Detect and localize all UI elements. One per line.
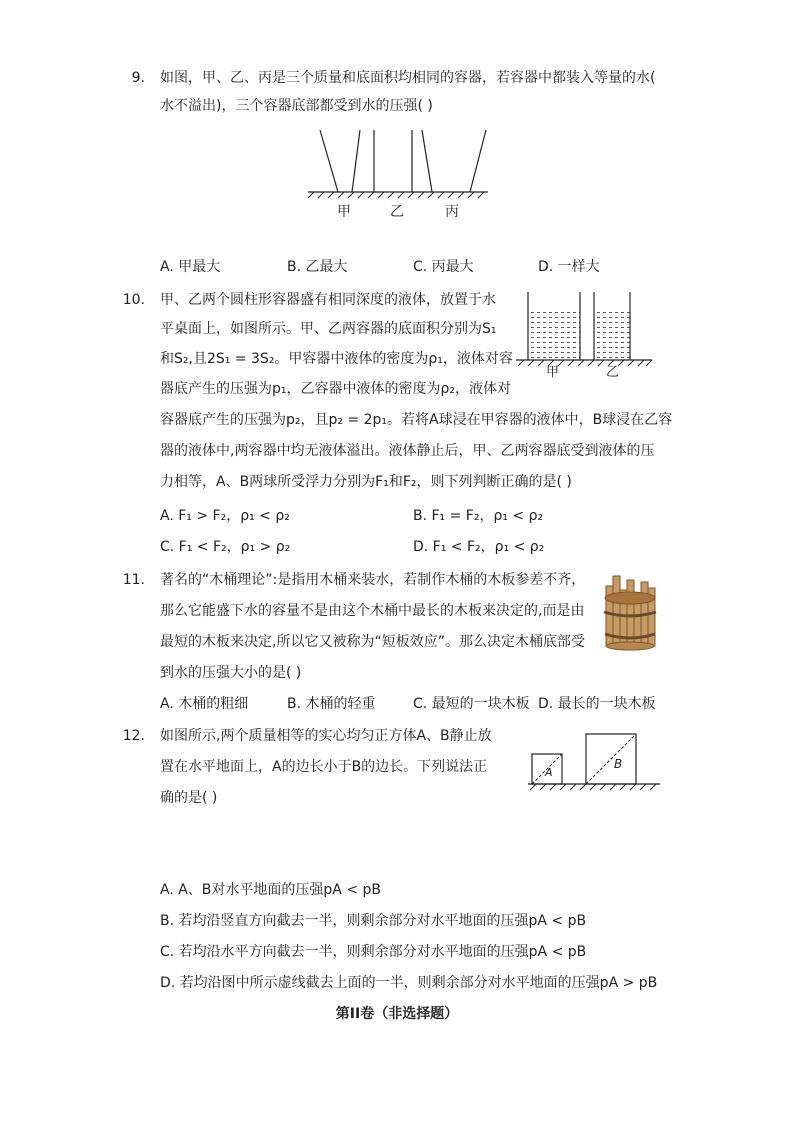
figure-label: 乙 [390,204,404,220]
question-text: 平桌面上，如图所示。甲、乙两容器的底面积分别为S₁ [160,321,497,337]
question-text: 到水的压强大小的是( ) [160,665,302,681]
question-text: 容器底产生的压强为p₂，且p₂ = 2p₁。若将A球浸在甲容器的液体中，B球浸在乙容 [160,412,673,428]
question-text: 水不溢出)，三个容器底部都受到水的压强( ) [160,98,433,114]
question-number: 11. [122,572,145,588]
question-number: 10. [122,292,145,308]
option-d: D. 若均沿图中所示虚线截去上面的一半，则剩余部分对水平地面的压强pA > pB [160,975,658,991]
figure-label: A [545,766,553,779]
question-text: 置在水平地面上，A的边长小于B的边长。下列说法正 [160,759,488,775]
wooden-bucket-image [598,572,662,652]
option-c: C. 若均沿水平方向截去一半，则剩余部分对水平地面的压强pA < pB [160,944,587,960]
containers-figure [300,124,500,224]
option-d: D. 最长的一块木板 [538,696,656,712]
question-text: 确的是( ) [160,790,218,806]
figure-label: 丙 [445,204,459,220]
question-text: 那么它能盛下水的容量不是由这个木桶中最长的木板来决定的,而是由 [160,603,585,619]
cylinders-figure [512,290,662,380]
question-number: 9. [131,70,145,86]
question-text: 力相等，A、B两球所受浮力分别为F₁和F₂，则下列判断正确的是( ) [160,474,572,490]
figure-label: 甲 [337,204,351,220]
option-c: C. 丙最大 [413,259,474,275]
option-a: A. 甲最大 [160,259,221,275]
option-a: A. A、B对水平地面的压强pA < pB [160,882,381,898]
option-d: D. F₁ < F₂，ρ₁ < ρ₂ [413,539,545,555]
section-title: 第II卷（非选择题） [335,1006,459,1022]
option-b: B. 木桶的轻重 [287,696,376,712]
option-b: B. 若均沿竖直方向截去一半，则剩余部分对水平地面的压强pA < pB [160,913,587,929]
question-text: 如图所示,两个质量相等的实心均匀正方体A、B静止放 [160,728,492,744]
question-number: 12. [122,728,145,744]
figure-label: B [614,757,623,771]
question-text: 如图，甲、乙、丙是三个质量和底面积均相同的容器，若容器中都装入等量的水( [160,70,656,86]
question-text: 器的液体中,两容器中均无液体溢出。液体静止后，甲、乙两容器底受到液体的压 [160,443,655,459]
figure-label: 乙 [606,365,620,380]
option-b: B. F₁ = F₂，ρ₁ < ρ₂ [413,508,544,524]
question-text: 器底产生的压强为p₁，乙容器中液体的密度为ρ₂，液体对 [160,381,511,397]
question-text: 甲、乙两个圆柱形容器盛有相同深度的液体，放置于水 [160,292,496,308]
option-d: D. 一样大 [538,259,600,275]
cubes-figure [528,730,663,795]
figure-label: 甲 [546,365,560,380]
option-a: A. 木桶的粗细 [160,696,249,712]
question-text: 最短的木板来决定,所以它又被称为“短板效应”。那么决定木桶底部受 [160,634,585,650]
question-text: 和S₂,且2S₁ = 3S₂。甲容器中液体的密度为ρ₁，液体对容 [160,351,513,367]
option-c: C. F₁ < F₂，ρ₁ > ρ₂ [160,539,291,555]
option-b: B. 乙最大 [287,259,348,275]
question-text: 著名的“木桶理论”:是指用木桶来装水，若制作木桶的木板参差不齐， [160,572,586,588]
option-a: A. F₁ > F₂，ρ₁ < ρ₂ [160,508,290,524]
option-c: C. 最短的一块木板 [413,696,530,712]
